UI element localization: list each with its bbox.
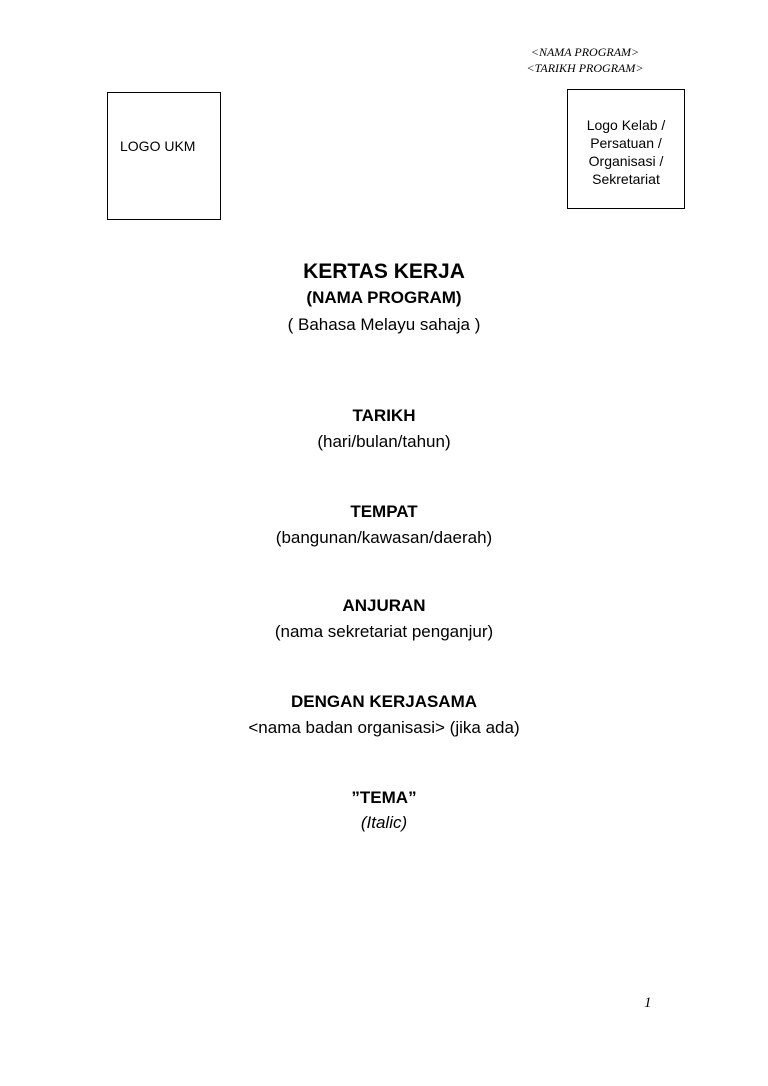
program-name-placeholder: <NAMA PROGRAM> <box>530 45 640 59</box>
page-number: 1 <box>644 995 652 1011</box>
logo-kelab-line-1: Logo Kelab / <box>586 117 666 133</box>
logo-ukm-label: LOGO UKM <box>120 138 196 154</box>
anjuran-detail: (nama sekretariat penganjur) <box>274 622 494 641</box>
program-date-placeholder: <TARIKH PROGRAM> <box>526 61 644 75</box>
logo-kelab-box <box>567 89 685 209</box>
logo-kelab-line-3: Organisasi / <box>588 153 664 169</box>
tarikh-detail: (hari/bulan/tahun) <box>317 432 451 451</box>
document-title: KERTAS KERJA <box>303 260 465 283</box>
program-name-title: (NAMA PROGRAM) <box>306 288 462 307</box>
anjuran-heading: ANJURAN <box>342 596 426 615</box>
logo-kelab-line-4: Sekretariat <box>592 171 660 187</box>
kerjasama-heading: DENGAN KERJASAMA <box>290 692 478 711</box>
tema-heading: ”TEMA” <box>351 788 417 807</box>
tempat-detail: (bangunan/kawasan/daerah) <box>275 528 493 547</box>
logo-ukm-box <box>107 92 221 220</box>
kerjasama-detail: <nama badan organisasi> (jika ada) <box>248 718 520 737</box>
header-meta <box>510 44 660 76</box>
language-note: ( Bahasa Melayu sahaja ) <box>287 315 481 334</box>
logo-kelab-line-2: Persatuan / <box>590 135 662 151</box>
tempat-heading: TEMPAT <box>350 502 418 521</box>
tema-detail: (Italic) <box>360 813 408 832</box>
tarikh-heading: TARIKH <box>352 406 416 425</box>
